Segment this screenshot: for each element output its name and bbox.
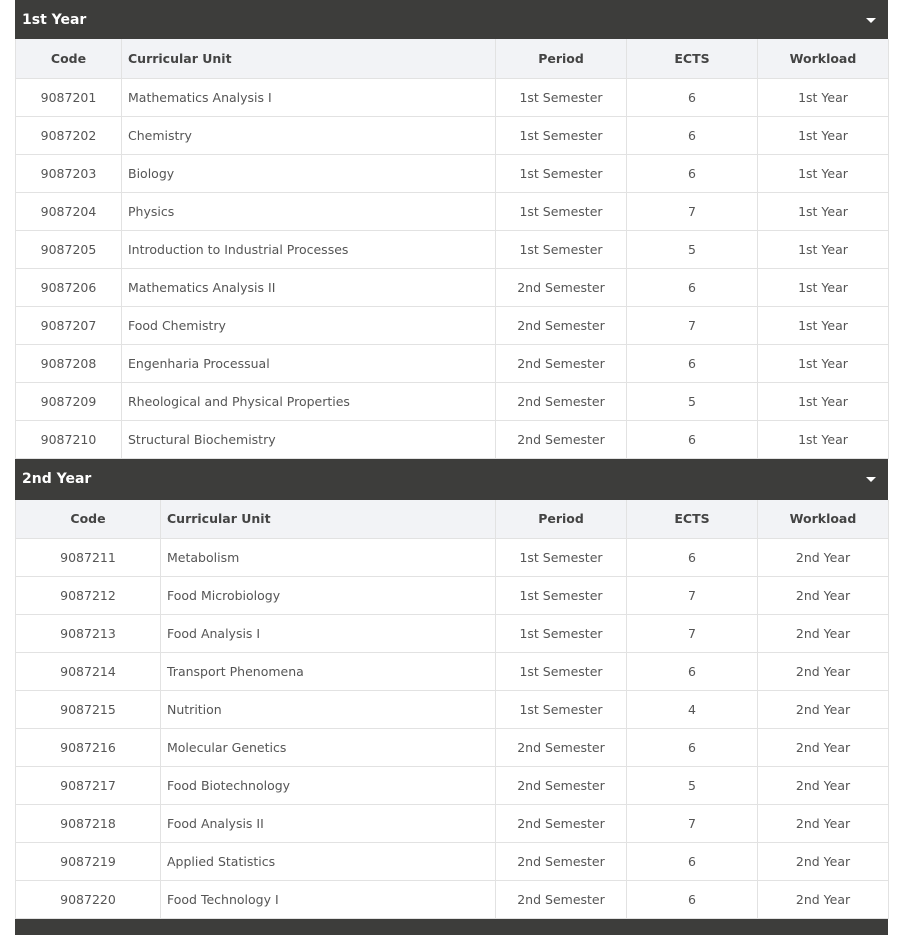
cell-code: 9087206 xyxy=(16,268,122,306)
cell-unit-link[interactable]: Food Analysis II xyxy=(161,805,496,843)
cell-period: 1st Semester xyxy=(496,78,627,116)
cell-period: 1st Semester xyxy=(496,577,627,615)
cell-workload: 2nd Year xyxy=(758,843,889,881)
cell-unit-link[interactable]: Applied Statistics xyxy=(161,843,496,881)
cell-workload: 1st Year xyxy=(758,154,889,192)
cell-workload: 1st Year xyxy=(758,192,889,230)
column-header-unit: Curricular Unit xyxy=(122,39,496,78)
table-header-row xyxy=(16,39,889,78)
cell-ects: 7 xyxy=(627,577,758,615)
cell-period: 1st Semester xyxy=(496,653,627,691)
cell-ects: 6 xyxy=(627,116,758,154)
cell-workload: 1st Year xyxy=(758,268,889,306)
cell-unit-link[interactable]: Engenharia Processual xyxy=(122,344,496,382)
cell-ects: 6 xyxy=(627,344,758,382)
cell-unit-link[interactable]: Metabolism xyxy=(161,539,496,577)
cell-period: 2nd Semester xyxy=(496,382,627,420)
table-row xyxy=(16,767,889,805)
cell-code: 9087220 xyxy=(16,881,161,919)
cell-workload: 2nd Year xyxy=(758,691,889,729)
table-row xyxy=(16,420,889,458)
table-row xyxy=(16,653,889,691)
cell-workload: 1st Year xyxy=(758,116,889,154)
table-header-row xyxy=(16,500,889,539)
cell-ects: 6 xyxy=(627,843,758,881)
curricular-units-table xyxy=(15,500,889,920)
table-row xyxy=(16,729,889,767)
table-row xyxy=(16,192,889,230)
cell-code: 9087203 xyxy=(16,154,122,192)
cell-workload: 2nd Year xyxy=(758,767,889,805)
cell-ects: 7 xyxy=(627,615,758,653)
cell-period: 2nd Semester xyxy=(496,729,627,767)
table-row xyxy=(16,539,889,577)
cell-workload: 1st Year xyxy=(758,344,889,382)
cell-workload: 2nd Year xyxy=(758,881,889,919)
cell-period: 1st Semester xyxy=(496,154,627,192)
cell-unit-link[interactable]: Food Microbiology xyxy=(161,577,496,615)
cell-period: 1st Semester xyxy=(496,192,627,230)
caret-down-icon[interactable] xyxy=(866,477,876,482)
cell-code: 9087218 xyxy=(16,805,161,843)
cell-unit-link[interactable]: Transport Phenomena xyxy=(161,653,496,691)
table-row xyxy=(16,691,889,729)
year-header-2[interactable] xyxy=(15,459,888,500)
table-row xyxy=(16,116,889,154)
cell-code: 9087204 xyxy=(16,192,122,230)
curriculum-container xyxy=(15,0,888,935)
cell-ects: 6 xyxy=(627,729,758,767)
cell-workload: 1st Year xyxy=(758,78,889,116)
cell-unit-link[interactable]: Chemistry xyxy=(122,116,496,154)
cell-unit-link[interactable]: Introduction to Industrial Processes xyxy=(122,230,496,268)
column-header-ects: ECTS xyxy=(627,500,758,539)
cell-period: 1st Semester xyxy=(496,539,627,577)
table-row xyxy=(16,805,889,843)
cell-period: 1st Semester xyxy=(496,230,627,268)
year-title: 1st Year xyxy=(22,11,87,28)
caret-down-icon[interactable] xyxy=(866,18,876,23)
cell-ects: 7 xyxy=(627,805,758,843)
cell-ects: 4 xyxy=(627,691,758,729)
cell-workload: 2nd Year xyxy=(758,653,889,691)
table-row xyxy=(16,881,889,919)
cell-code: 9087207 xyxy=(16,306,122,344)
cell-code: 9087211 xyxy=(16,539,161,577)
cell-period: 2nd Semester xyxy=(496,805,627,843)
cell-workload: 2nd Year xyxy=(758,615,889,653)
cell-unit-link[interactable]: Structural Biochemistry xyxy=(122,420,496,458)
cell-ects: 6 xyxy=(627,268,758,306)
cell-code: 9087216 xyxy=(16,729,161,767)
column-header-unit: Curricular Unit xyxy=(161,500,496,539)
cell-period: 2nd Semester xyxy=(496,268,627,306)
table-row xyxy=(16,382,889,420)
cell-ects: 7 xyxy=(627,306,758,344)
cell-workload: 1st Year xyxy=(758,382,889,420)
year-header-3-partial[interactable] xyxy=(15,919,888,935)
year-header-1[interactable] xyxy=(15,0,888,39)
cell-ects: 6 xyxy=(627,881,758,919)
cell-unit-link[interactable]: Food Analysis I xyxy=(161,615,496,653)
cell-ects: 7 xyxy=(627,192,758,230)
cell-period: 2nd Semester xyxy=(496,420,627,458)
cell-period: 2nd Semester xyxy=(496,767,627,805)
cell-unit-link[interactable]: Molecular Genetics xyxy=(161,729,496,767)
year-section-1 xyxy=(15,0,888,459)
cell-workload: 2nd Year xyxy=(758,539,889,577)
column-header-period: Period xyxy=(496,500,627,539)
year-title: 2nd Year xyxy=(22,471,92,487)
column-header-workload: Workload xyxy=(758,39,889,78)
column-header-ects: ECTS xyxy=(627,39,758,78)
table-row xyxy=(16,78,889,116)
cell-code: 9087208 xyxy=(16,344,122,382)
cell-code: 9087213 xyxy=(16,615,161,653)
table-row xyxy=(16,268,889,306)
cell-code: 9087209 xyxy=(16,382,122,420)
year-section-2 xyxy=(15,459,888,920)
cell-unit-link[interactable]: Biology xyxy=(122,154,496,192)
table-row xyxy=(16,577,889,615)
cell-ects: 6 xyxy=(627,420,758,458)
cell-unit-link[interactable]: Mathematics Analysis II xyxy=(122,268,496,306)
cell-ects: 5 xyxy=(627,767,758,805)
table-row xyxy=(16,344,889,382)
cell-unit-link[interactable]: Mathematics Analysis I xyxy=(122,78,496,116)
column-header-code: Code xyxy=(16,500,161,539)
cell-ects: 6 xyxy=(627,154,758,192)
cell-ects: 5 xyxy=(627,382,758,420)
cell-period: 1st Semester xyxy=(496,615,627,653)
column-header-workload: Workload xyxy=(758,500,889,539)
cell-workload: 2nd Year xyxy=(758,729,889,767)
cell-ects: 5 xyxy=(627,230,758,268)
cell-period: 2nd Semester xyxy=(496,881,627,919)
cell-code: 9087202 xyxy=(16,116,122,154)
table-row xyxy=(16,843,889,881)
cell-unit-link[interactable]: Nutrition xyxy=(161,691,496,729)
cell-code: 9087212 xyxy=(16,577,161,615)
cell-code: 9087205 xyxy=(16,230,122,268)
cell-code: 9087217 xyxy=(16,767,161,805)
cell-unit-link[interactable]: Food Biotechnology xyxy=(161,767,496,805)
cell-unit-link[interactable]: Food Chemistry xyxy=(122,306,496,344)
cell-ects: 6 xyxy=(627,78,758,116)
cell-workload: 1st Year xyxy=(758,230,889,268)
cell-code: 9087219 xyxy=(16,843,161,881)
cell-workload: 1st Year xyxy=(758,306,889,344)
cell-period: 1st Semester xyxy=(496,691,627,729)
cell-unit-link[interactable]: Food Technology I xyxy=(161,881,496,919)
curricular-units-table xyxy=(15,39,889,459)
cell-period: 2nd Semester xyxy=(496,843,627,881)
cell-period: 2nd Semester xyxy=(496,344,627,382)
table-row xyxy=(16,615,889,653)
cell-ects: 6 xyxy=(627,653,758,691)
cell-code: 9087215 xyxy=(16,691,161,729)
cell-unit-link[interactable]: Rheological and Physical Properties xyxy=(122,382,496,420)
cell-code: 9087214 xyxy=(16,653,161,691)
cell-unit-link[interactable]: Physics xyxy=(122,192,496,230)
column-header-code: Code xyxy=(16,39,122,78)
table-row xyxy=(16,230,889,268)
cell-period: 1st Semester xyxy=(496,116,627,154)
table-row xyxy=(16,154,889,192)
column-header-period: Period xyxy=(496,39,627,78)
cell-workload: 1st Year xyxy=(758,420,889,458)
cell-period: 2nd Semester xyxy=(496,306,627,344)
cell-ects: 6 xyxy=(627,539,758,577)
cell-code: 9087201 xyxy=(16,78,122,116)
table-row xyxy=(16,306,889,344)
cell-workload: 2nd Year xyxy=(758,805,889,843)
cell-code: 9087210 xyxy=(16,420,122,458)
cell-workload: 2nd Year xyxy=(758,577,889,615)
